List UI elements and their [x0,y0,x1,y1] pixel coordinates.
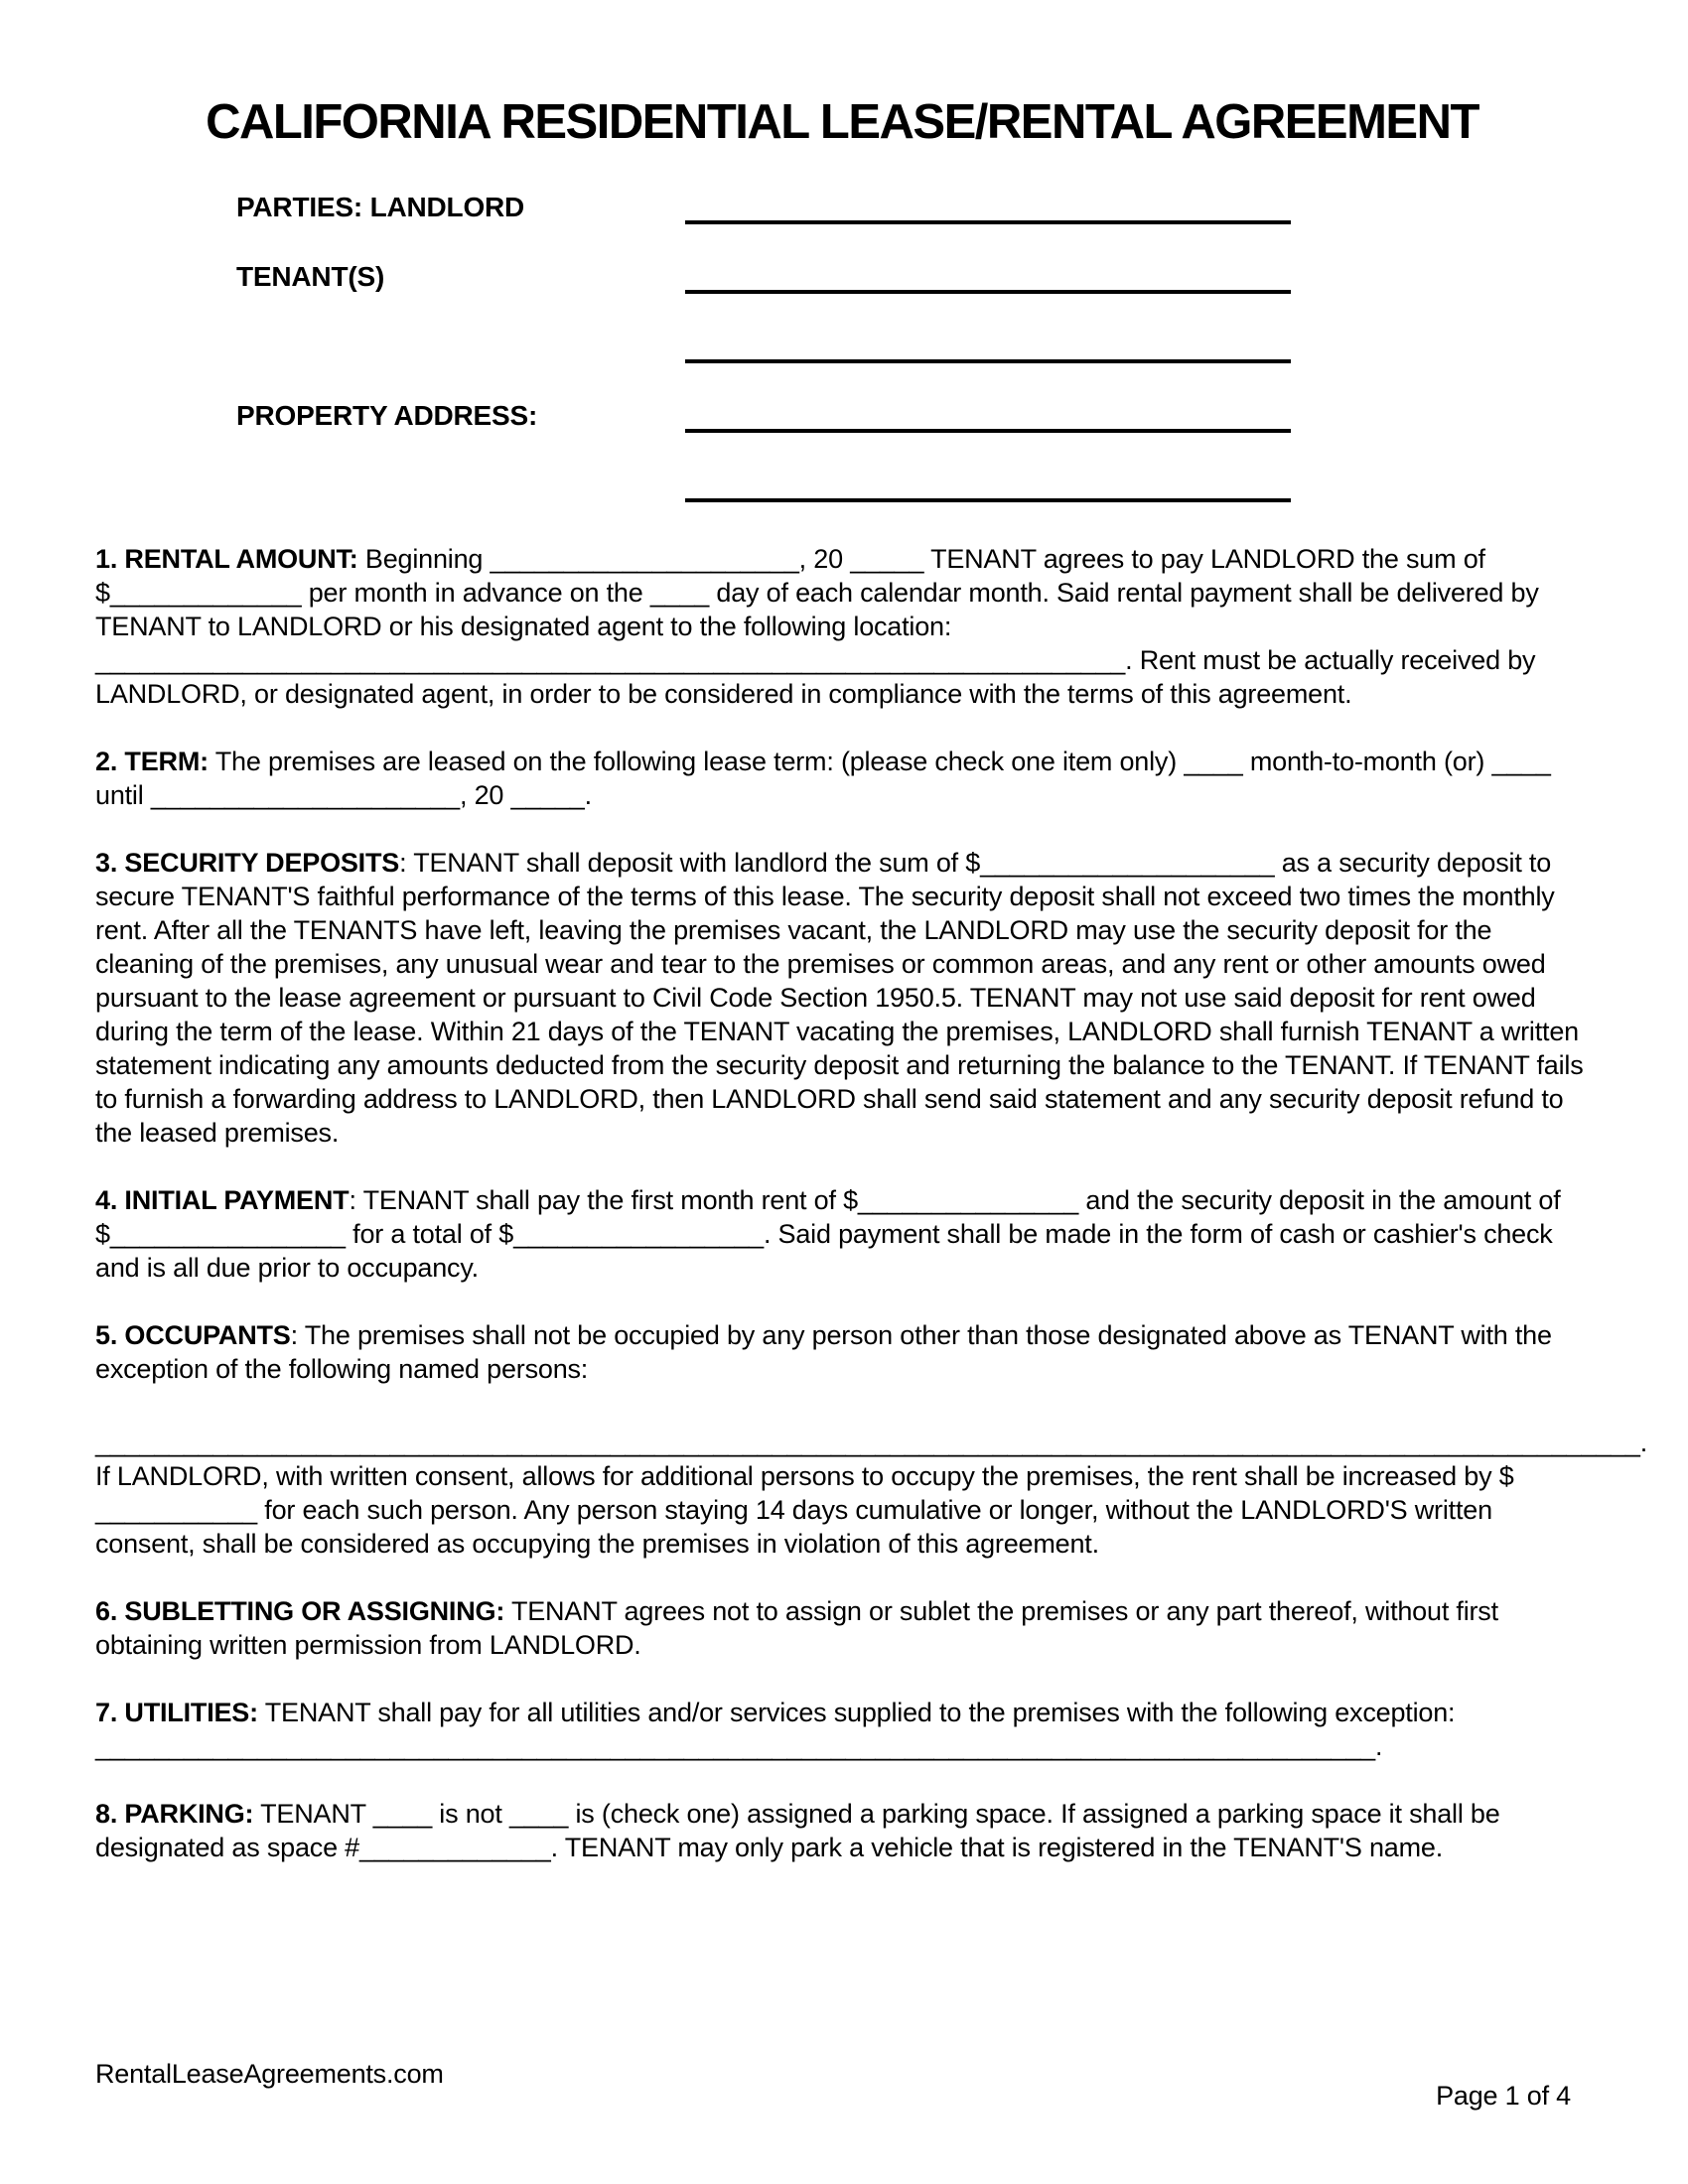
document-title: CALIFORNIA RESIDENTIAL LEASE/RENTAL AGREEMENT [206,95,1478,149]
section-term-heading: 2. TERM: [95,747,209,776]
sections-block [95,542,1647,1864]
section-initial-payment-body: : TENANT shall pay the first month rent of $_______________ and the security deposit in the amount of $________________ for a total of $_________________. Said payment shall be made in the form of cash or cashier's check and is all due prior to occupancy. [95,1185,1561,1283]
tenant-name-blank-line-2 [685,290,1291,363]
section-rental-amount [95,542,1589,711]
property-address-label: PROPERTY ADDRESS: [236,400,538,431]
section-term-body: The premises are leased on the following lease term: (please check one item only) ____ month-to-month (or) ____ until _____________________, 20 _____. [95,747,1551,810]
section-occupants-heading: 5. OCCUPANTS [95,1320,291,1350]
section-initial-payment-heading: 4. INITIAL PAYMENT [95,1185,350,1215]
section-utilities-heading: 7. UTILITIES: [95,1698,258,1727]
section-initial-payment [95,1183,1589,1285]
footer-page-number: Page 1 of 4 [1436,2081,1571,2111]
section-subletting [95,1594,1589,1662]
section-rental-amount-heading: 1. RENTAL AMOUNT: [95,544,358,574]
section-subletting-heading: 6. SUBLETTING OR ASSIGNING: [95,1596,505,1626]
section-utilities [95,1696,1589,1763]
section-security-deposits-heading: 3. SECURITY DEPOSITS [95,848,400,878]
section-parking-body: TENANT ____ is not ____ is (check one) assigned a parking space. If assigned a parking space it shall be designated as space #_____________. TENANT may only park a vehicle that is registered in the TENANT'S name. [95,1799,1500,1862]
section-security-deposits-body: : TENANT shall deposit with landlord the sum of $____________________ as a security deposit to secure TENANT'S faithful performance of the terms of this lease. The security deposit shall not exceed two times the monthly rent. After all the TENANTS have left, leaving the premises vacant, the LANDLORD may use the security deposit for the cleaning of the premises, any unusual wear and tear to the premises or common areas, and any rent or other amounts owed pursuant to the lease agreement or pursuant to Civil Code Section 1950.5. TENANT may not use said deposit for rent owed during the term of the lease. Within 21 days of the TENANT vacating the premises, LANDLORD shall furnish TENANT a written statement indicating any amounts deducted from the security deposit and returning the balance to the TENANT. If TENANT fails to furnish a forwarding address to LANDLORD, then LANDLORD shall send said statement and any security deposit refund to the leased premises. [95,848,1584,1148]
landlord-name-blank-line [685,151,1291,224]
parties-property-row [95,363,1589,433]
section-occupants-body2: If LANDLORD, with written consent, allows for additional persons to occupy the premises, the rent shall be increased by $ ___________ for each such person. Any person staying 14 days cumulative or longer, without the LANDLORD'S written consent, shall be considered as occupying the premises in violation of this agreement. [95,1461,1514,1559]
parties-tenant-row [95,224,1589,294]
tenant-label: TENANT(S) [236,261,385,292]
section-occupants [95,1318,1589,1386]
parties-property-row-2 [95,433,1589,502]
section-occupants-body: : The premises shall not be occupied by any person other than those designated above as TENANT with the exception of the following named persons: [95,1320,1552,1384]
parties-landlord-row [95,155,1589,224]
section-security-deposits [95,846,1589,1150]
tenant-name-blank-line [685,220,1291,294]
footer-website: RentalLeaseAgreements.com [95,2059,444,2089]
occupants-names-blank-line: _________________________________________________________________________________________________________. [95,1428,1647,1457]
landlord-label: PARTIES: LANDLORD [236,192,525,222]
section-parking [95,1797,1589,1864]
parties-block [95,155,1589,502]
section-utilities-body: TENANT shall pay for all utilities and/or services supplied to the premises with the following exception: _______________________________________________________________________________________. [95,1698,1456,1761]
section-subletting-body: TENANT agrees not to assign or sublet the premises or any part thereof, without first obtaining written permission from LANDLORD. [95,1596,1498,1660]
section-term [95,745,1589,812]
property-address-blank-line-2 [685,429,1291,502]
property-address-blank-line [685,359,1291,433]
section-parking-heading: 8. PARKING: [95,1799,254,1829]
parties-tenant-row-2 [95,294,1589,363]
section-rental-amount-body: Beginning _____________________, 20 _____ TENANT agrees to pay LANDLORD the sum of $_____________ per month in advance on the ____ day of each calendar month. Said rental payment shall be delivered by TENANT to LANDLORD or his designated agent to the following location: ______________________________________________________________________. Rent must be actually received by LANDLORD, or designated agent, in order to be considered in compliance with the terms of this agreement. [95,544,1539,709]
